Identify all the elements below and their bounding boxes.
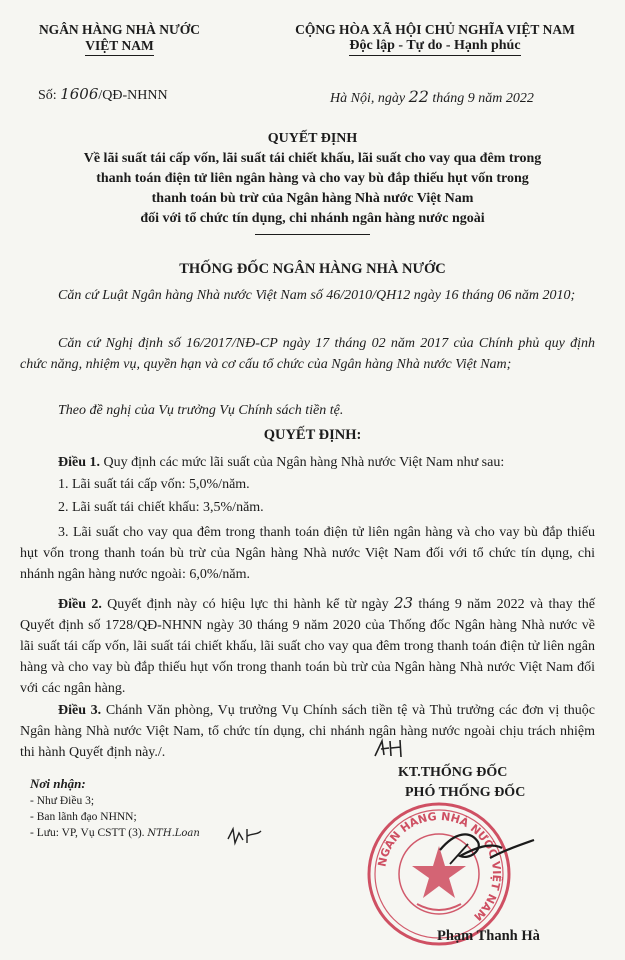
signer-name: Phạm Thanh Hà	[437, 928, 540, 944]
proposal-basis: Theo đề nghị của Vụ trưởng Vụ Chính sách tiền tệ.	[58, 403, 344, 418]
issuer-block	[22, 22, 217, 56]
article-3	[20, 700, 595, 763]
legal-basis-1: Căn cứ Luật Ngân hàng Nhà nước Việt Nam số 46/2010/QH12 ngày 16 tháng 06 năm 2010;	[58, 288, 576, 303]
recipient-3-text: - Lưu: VP, Vụ CSTT (3).	[30, 827, 145, 839]
document-title	[20, 129, 605, 229]
title-subtitle-2: thanh toán điện tử liên ngân hàng và cho vay bù đắp thiếu hụt vốn trong	[96, 171, 529, 186]
seal-text: NGÂN HÀNG NHÀ NƯỚC VIỆT NAM	[375, 809, 504, 924]
title-divider	[255, 234, 370, 235]
decision-heading: QUYẾT ĐỊNH:	[263, 427, 362, 443]
issue-date	[330, 87, 534, 107]
signature-mark	[430, 820, 540, 880]
republic-name: CỘNG HÒA XÃ HỘI CHỦ NGHĨA VIỆT NAM	[295, 22, 575, 37]
motto: Độc lập - Tự do - Hạnh phúc	[349, 38, 520, 56]
legal-basis-2: Căn cứ Nghị định số 16/2017/NĐ-CP ngày 17 tháng 02 năm 2017 của Chính phủ quy định chức năng, nhiệm vụ, quyền hạn và cơ cấu tổ chức của Ngân hàng Nhà nước Việt Nam;	[20, 336, 595, 372]
issuer-country: VIỆT NAM	[85, 38, 153, 56]
rate-rediscount: 2. Lãi suất tái chiết khấu: 3,5%/năm.	[58, 500, 264, 515]
issuer-name: NGÂN HÀNG NHÀ NƯỚC	[38, 22, 201, 37]
recipients-heading: Nơi nhận:	[30, 776, 86, 791]
number-handwritten: 1606	[60, 85, 99, 103]
date-rest: tháng 9 năm 2022	[432, 91, 534, 106]
article-1-text: Quy định các mức lãi suất của Ngân hàng Nhà nước Việt Nam như sau:	[103, 455, 505, 470]
rate-overnight: 3. Lãi suất cho vay qua đêm trong thanh toán điện tử liên ngân hàng và cho vay bù đắp thiếu hụt vốn trong thanh toán bù trừ của Ngân hàng Nhà nước Việt Nam đối với tổ chức tín dụng, chi nhánh ngân hàng nước ngoài: 6,0%/năm.	[20, 525, 595, 582]
signature-on-behalf: KT.THỐNG ĐỐC	[398, 765, 508, 780]
rate-refinancing: 1. Lãi suất tái cấp vốn: 5,0%/năm.	[58, 477, 250, 492]
article-3-label: Điều 3.	[58, 703, 102, 718]
title-subtitle-3: thanh toán bù trừ của Ngân hàng Nhà nước Việt Nam	[151, 191, 474, 206]
clerk-initials-mark	[225, 825, 265, 847]
number-prefix: Số:	[38, 88, 57, 103]
number-suffix: /QĐ-NHNN	[98, 88, 168, 103]
title-subtitle-4: đối với tổ chức tín dụng, chi nhánh ngân hàng nước ngoài	[140, 211, 485, 226]
article-1-label: Điều 1.	[58, 455, 100, 470]
article-2-text-after: tháng 9 năm 2022 và thay thế Quyết định số 1728/QĐ-NHNN ngày 30 tháng 9 năm 2020 của Thống đốc Ngân hàng Nhà nước về lãi suất tái cấp vốn, lãi suất tái chiết khấu, lãi suất cho vay qua đêm trong thanh toán điện tử liên ngân hàng và cho vay bù đắp thiếu hụt vốn trong thanh toán bù trừ của Ngân hàng Nhà nước Việt Nam đối với các ngân hàng.	[20, 597, 595, 696]
title-main: QUYẾT ĐỊNH	[267, 131, 358, 146]
article-3-text: Chánh Văn phòng, Vụ trưởng Vụ Chính sách tiền tệ và Thủ trưởng các đơn vị thuộc Ngân hàng Nhà nước Việt Nam, tổ chức tín dụng, chi nhánh ngân hàng nước ngoài chịu trách nhiệm thi hành Quyết định này./.	[20, 703, 595, 760]
article-2-text-before: Quyết định này có hiệu lực thi hành kể từ ngày	[107, 597, 389, 612]
document-number	[38, 85, 168, 104]
recipient-1: - Như Điều 3;	[30, 795, 95, 807]
recipient-2: - Ban lãnh đạo NHNN;	[30, 811, 137, 823]
article-1	[20, 452, 595, 473]
issuing-authority: THỐNG ĐỐC NGÂN HÀNG NHÀ NƯỚC	[179, 261, 446, 277]
article-2-label: Điều 2.	[58, 597, 102, 612]
title-subtitle-1: Về lãi suất tái cấp vốn, lãi suất tái chiết khấu, lãi suất cho vay qua đêm trong	[83, 151, 542, 166]
signature-title: PHÓ THỐNG ĐỐC	[405, 785, 526, 800]
date-day-handwritten: 22	[408, 87, 429, 106]
initials-mark	[372, 738, 406, 760]
date-prefix: Hà Nội, ngày	[330, 91, 406, 106]
recipient-3-handwritten: NTH.Loan	[147, 828, 200, 839]
national-motto-block	[255, 22, 615, 56]
article-2-day-handwritten: 23	[393, 594, 414, 612]
article-2	[20, 593, 595, 699]
